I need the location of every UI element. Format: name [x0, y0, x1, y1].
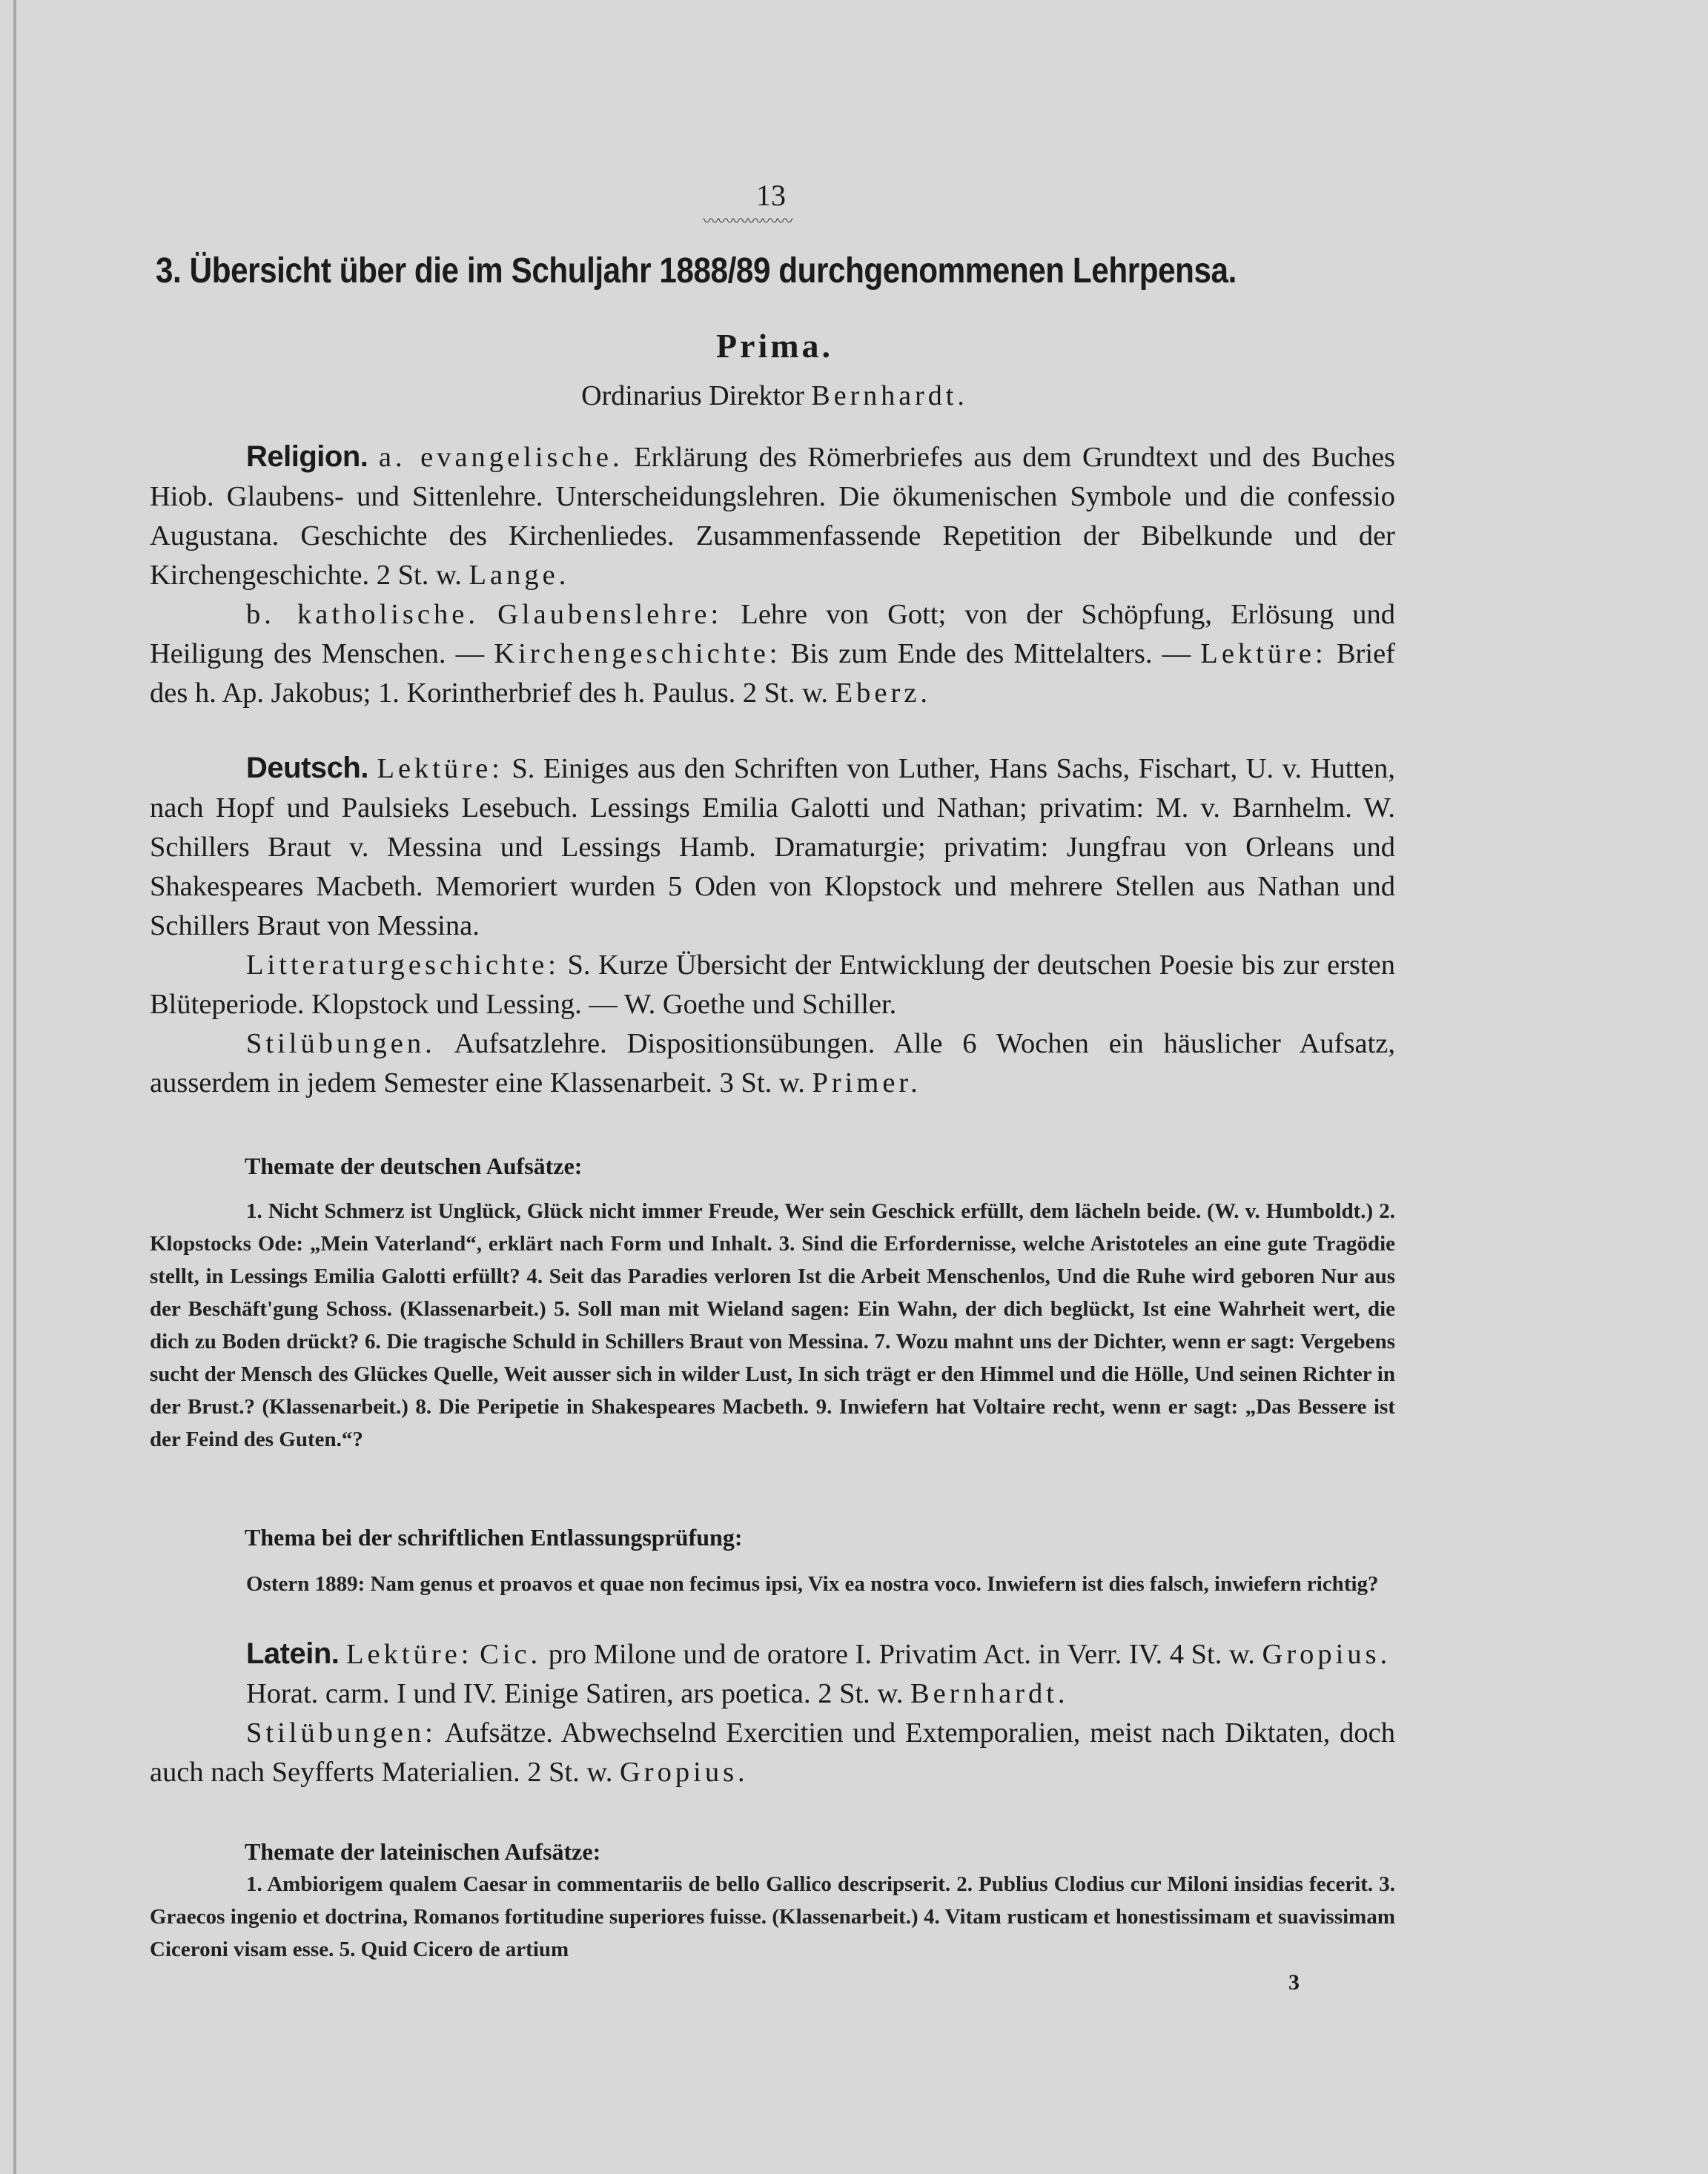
latein-horat: Horat. — [246, 1678, 319, 1709]
deutsch-heading: Deutsch. — [246, 752, 368, 784]
latein-teacher3: Gropius. — [620, 1757, 749, 1788]
religion-b-glaubenslehre: Glaubenslehre: — [497, 599, 723, 630]
themes-de-text: 1. Nicht Schmerz ist Unglück, Glück nicht immer Freude, Wer sein Geschick erfüllt, dem lächeln beide. (W. v. Humboldt.) 2. Klopstocks Ode: „Mein Vaterland“, erklärt nach Form und Inhalt. 3. Sind die Erfordernisse, welche Aristoteles an eine gute Tragödie stellt, in Lessings Emilia Galotti erfüllt? 4. Seit das Paradies verloren Ist die Arbeit Menschenlos, Und die Ruhe wird geboren Nur aus der Beschäft'gung Schoss. (Klassenarbeit.) 5. Soll man mit Wieland sagen: Ein Wahn, der dich beglückt, Ist eine Wahrheit wert, die dich zu Boden drückt? 6. Die tragische Schuld in Schillers Braut von Messina. 7. Wozu mahnt uns der Dichter, wenn er sagt: Vergebens sucht der Mensch des Glückes Quelle, Weit ausser sich in wilder Lust, In sich trägt er den Himmel und die Hölle, Und seinen Richter in der Brust.? (Klassenarbeit.) 8. Die Peripetie in Shakespeares Macbeth. 9. Inwiefern hat Voltaire recht, wenn er sagt: „Das Bessere ist der Feind des Guten.“? — [150, 1199, 1395, 1451]
religion-a-text: Erklärung des Römerbriefes aus dem Grundtext und des Buches Hiob. Glaubens- und Sittenlehre. Unterscheidungslehren. Die ökumenischen Symbole und die confessio Augustana. Geschichte des Kirchenliedes. Zusammenfassende Repetition der Bibelkunde und der Kirchengeschichte. 2 St. w. — [150, 442, 1396, 591]
themes-la-heading: Themate der lateinischen Aufsätze: — [245, 1838, 601, 1865]
latein-teacher1: Gropius. — [1262, 1639, 1391, 1670]
latein-p1: pro Milone und de oratore I. Privatim Act. in Verr. IV. 4 St. w. — [541, 1639, 1262, 1670]
religion-evangelisch — [150, 437, 1395, 595]
latein-p2: carm. I und IV. Einige Satiren, ars poetica. 2 St. w. — [318, 1678, 910, 1709]
deutsch-litgesch-paragraph — [150, 946, 1395, 1024]
latein-stil-label: Stilübungen: — [246, 1717, 437, 1749]
deutsch-litgesch-text: S. Kurze Übersicht der Entwicklung der deutschen Poesie bis zur ersten Blüteperiode. Klopstock und Lessing. — W. Goethe und Schiller. — [150, 950, 1395, 1020]
deutsch-stil-label: Stilübungen. — [246, 1028, 436, 1059]
ordinarius-prefix: Ordinarius Direktor — [581, 380, 812, 411]
religion-b-text3: Brief des h. Ap. Jakobus; 1. Korintherbrief des h. Paulus. 2 St. w. — [150, 638, 1395, 709]
themes-la-list — [150, 1868, 1395, 1966]
deutsch-teacher: Primer. — [812, 1067, 921, 1098]
signature-mark: 3 — [1288, 1970, 1300, 1995]
latein-cic: Cic. — [480, 1639, 542, 1670]
ordinarius-name: Bernhardt. — [811, 380, 968, 411]
religion-section — [150, 437, 1395, 713]
exam-heading: Thema bei der schriftlichen Entlassungsprüfung: — [245, 1524, 743, 1551]
themes-la-text: 1. Ambiorigem qualem Caesar in commentariis de bello Gallico descripserit. 2. Publius Clodius cur Miloni insidias fecerit. 3. Graecos ingenio et doctrina, Romanos fortitudine superiores fuisse. (Klassenarbeit.) 4. Vitam rusticam et honestissimam et suavissimam Ciceroni visam esse. 5. Quid Cicero de artium — [150, 1872, 1395, 1961]
latein-teacher2: Bernhardt. — [910, 1678, 1069, 1709]
ordinarius-line — [148, 380, 1401, 412]
latein-stil-paragraph — [150, 1714, 1395, 1792]
exam-block — [150, 1568, 1395, 1600]
religion-b-text1: Lehre von Gott; von der Schöpfung, Erlösung und Heiligung des Menschen. — — [150, 599, 1396, 669]
religion-b-label: b. katholische. — [246, 599, 479, 630]
deutsch-section — [150, 749, 1395, 1103]
page-number-ornament: 〰〰〰〰〰〰 — [703, 212, 792, 231]
deutsch-stil-paragraph — [150, 1024, 1395, 1103]
latein-horat-paragraph — [150, 1674, 1395, 1714]
deutsch-lektuere-label: Lektüre: — [377, 753, 503, 784]
religion-a-teacher: Lange. — [469, 560, 570, 591]
religion-katholisch — [150, 595, 1395, 713]
religion-b-lektuere: Lektüre: — [1200, 638, 1327, 669]
latein-heading: Latein. — [246, 1637, 340, 1670]
latein-section — [150, 1634, 1395, 1792]
religion-b-kirchengeschichte: Kirchengeschichte: — [494, 638, 781, 669]
themes-de-list — [150, 1195, 1395, 1456]
religion-b-teacher: Eberz. — [835, 677, 932, 709]
deutsch-stil-text: Aufsatzlehre. Dispositionsübungen. Alle 6 Wochen ein häuslicher Aufsatz, ausserdem in jedem Semester eine Klassenarbeit. 3 St. w. — [150, 1028, 1395, 1098]
page-number: 13 — [756, 179, 786, 212]
section-title: 3. Übersicht über die im Schuljahr 1888/89 durchgenommenen Lehrpensa. — [156, 251, 1237, 291]
latein-p3: Aufsätze. Abwechselnd Exercitien und Extemporalien, meist nach Diktaten, doch auch nach Seyfferts Materialien. 2 St. w. — [150, 1717, 1395, 1788]
class-heading: Prima. — [715, 327, 834, 365]
exam-text: Ostern 1889: Nam genus et proavos et quae non fecimus ipsi, Vix ea nostra voco. Inwiefern ist dies falsch, inwiefern richtig? — [246, 1572, 1379, 1596]
deutsch-lektuere-text: S. Einiges aus den Schriften von Luther, Hans Sachs, Fischart, U. v. Hutten, nach Hopf und Paulsieks Lesebuch. Lessings Emilia Galotti und Nathan; privatim: M. v. Barnhelm. W. Schillers Braut v. Messina und Lessings Hamb. Dramaturgie; privatim: Jungfrau von Orleans und Shakespeares Macbeth. Memoriert wurden 5 Oden von Klopstock und mehrere Stellen aus Nathan und Schillers Braut von Messina. — [150, 753, 1395, 941]
latein-lektuere-label: Lektüre: — [346, 1639, 473, 1670]
themes-de-heading: Themate der deutschen Aufsätze: — [245, 1153, 583, 1179]
latein-lektuere-paragraph — [150, 1634, 1395, 1674]
deutsch-litgesch-label: Litteraturgeschichte: — [246, 950, 560, 981]
religion-a-label: a. evangelische. — [378, 442, 623, 473]
religion-b-text2: Bis zum Ende des Mittelalters. — — [781, 638, 1201, 669]
deutsch-lektuere-paragraph — [150, 749, 1395, 946]
religion-heading: Religion. — [246, 440, 368, 473]
